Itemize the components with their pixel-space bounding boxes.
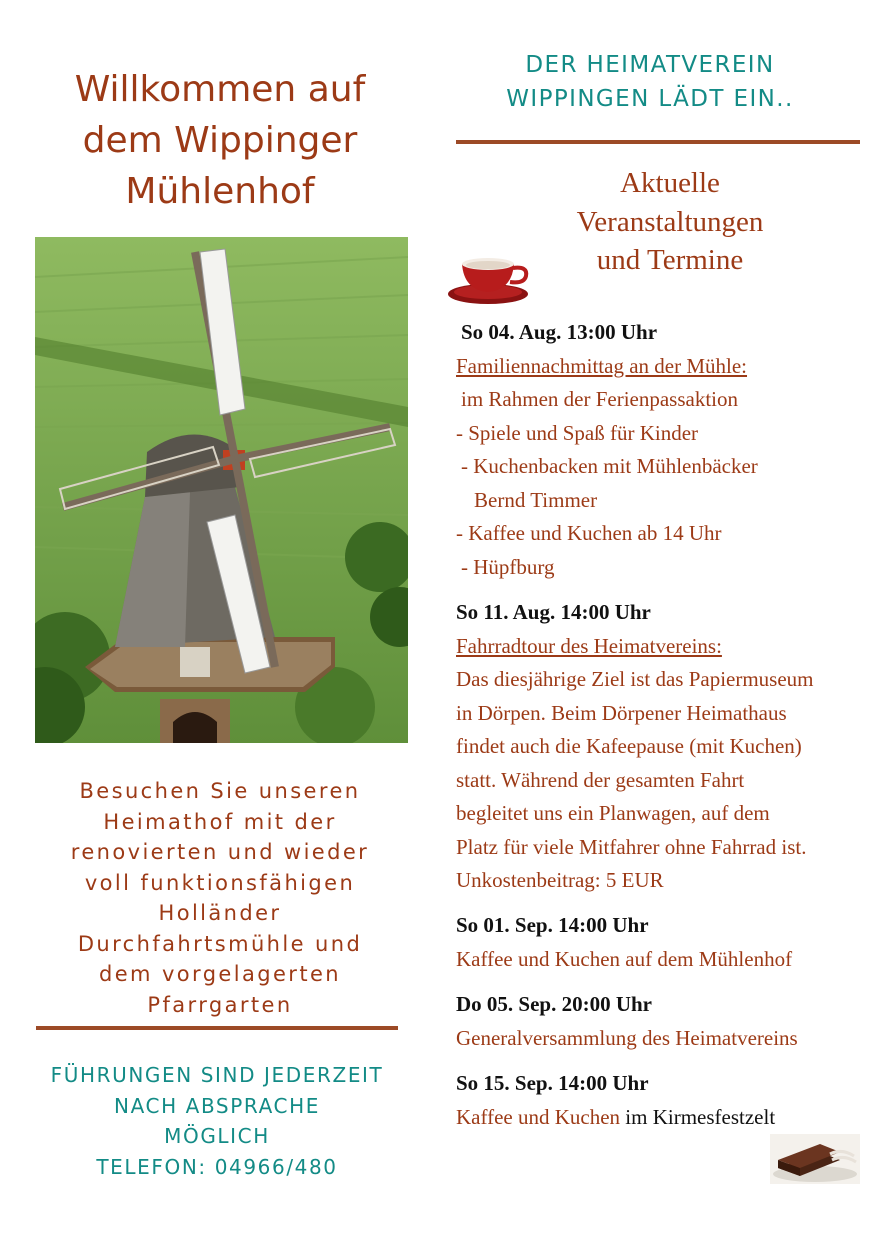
divider-right	[456, 140, 860, 144]
visit-line: renovierten und wieder	[70, 840, 370, 864]
event-line: Unkostenbeitrag: 5 EUR	[456, 868, 664, 892]
event-line: im Rahmen der Ferienpassaktion	[461, 387, 739, 411]
event-line: in Dörpen. Beim Dörpener Heimathaus	[456, 700, 787, 725]
event-date: So 01. Sep. 14:00 Uhr	[456, 913, 649, 937]
event-1	[456, 316, 874, 584]
invite-line: DER HEIMATVEREIN	[525, 52, 775, 78]
tours-line: MÖGLICH	[164, 1124, 270, 1148]
windmill-photo	[35, 237, 408, 743]
event-line: - Kaffee und Kuchen ab 14 Uhr	[456, 521, 722, 545]
welcome-heading	[40, 64, 400, 217]
cake-icon	[770, 1134, 860, 1184]
event-line: begleitet uns ein Planwagen, auf dem	[456, 801, 770, 825]
visit-line: Holländer	[158, 901, 282, 925]
event-line-part: Kaffee und Kuchen	[456, 1104, 621, 1129]
event-date: So 11. Aug. 14:00 Uhr	[456, 600, 651, 624]
visit-line: Durchfahrtsmühle und	[77, 931, 363, 956]
event-date: Do 05. Sep. 20:00 Uhr	[456, 992, 653, 1016]
event-line: findet auch die Kafeepause (mit Kuchen)	[456, 734, 802, 758]
divider-left	[36, 1026, 398, 1030]
visit-line: Besuchen Sie unseren	[79, 779, 361, 803]
phone-number: TELEFON: 04966/480	[96, 1154, 338, 1179]
event-5	[456, 1067, 874, 1134]
invite-heading	[452, 48, 848, 116]
event-title: Familiennachmittag an der Mühle:	[456, 353, 748, 378]
tours-line: NACH ABSPRACHE	[114, 1093, 320, 1118]
event-3	[456, 909, 874, 976]
visit-line: Heimathof mit der	[103, 809, 337, 834]
event-line: Bernd Timmer	[474, 487, 598, 512]
event-4	[456, 988, 874, 1055]
event-line: Generalversammlung des Heimatvereins	[456, 1025, 798, 1050]
tours-line: FÜHRUNGEN SIND JEDERZEIT	[50, 1063, 384, 1087]
tours-info	[20, 1060, 414, 1182]
welcome-line: dem Wippinger	[82, 120, 358, 161]
visit-line: dem vorgelagerten	[98, 962, 342, 986]
event-line: - Kuchenbacken mit Mühlenbäcker	[461, 454, 758, 478]
events-heading-line: und Termine	[596, 244, 744, 276]
event-line: statt. Während der gesamten Fahrt	[456, 767, 745, 792]
event-line: - Hüpfburg	[461, 554, 555, 579]
welcome-line: Mühlenhof	[125, 171, 315, 212]
event-date: So 04. Aug. 13:00 Uhr	[461, 320, 658, 344]
event-line-part: im Kirmesfestzelt	[620, 1104, 776, 1129]
visit-line: Pfarrgarten	[147, 992, 293, 1017]
event-date: So 15. Sep. 14:00 Uhr	[456, 1071, 649, 1095]
visit-line: voll funktionsfähigen	[84, 870, 356, 895]
invite-line: WIPPINGEN LÄDT EIN..	[506, 86, 794, 112]
visit-text	[40, 776, 400, 1020]
event-line: Platz für viele Mitfahrer ohne Fahrrad ist.	[456, 834, 807, 859]
events-heading-line: Aktuelle	[620, 167, 720, 199]
coffee-cup-icon	[444, 252, 534, 308]
event-line: Kaffee und Kuchen auf dem Mühlenhof	[456, 946, 793, 971]
events-heading	[540, 164, 800, 280]
event-line	[456, 1101, 874, 1135]
event-line: Das diesjährige Ziel ist das Papiermuseum	[456, 667, 814, 691]
events-heading-line: Veranstaltungen	[576, 205, 764, 238]
event-title: Fahrradtour des Heimatvereins:	[456, 633, 722, 658]
welcome-line: Willkommen auf	[74, 69, 366, 110]
event-line: - Spiele und Spaß für Kinder	[456, 420, 699, 445]
event-2	[456, 596, 874, 898]
